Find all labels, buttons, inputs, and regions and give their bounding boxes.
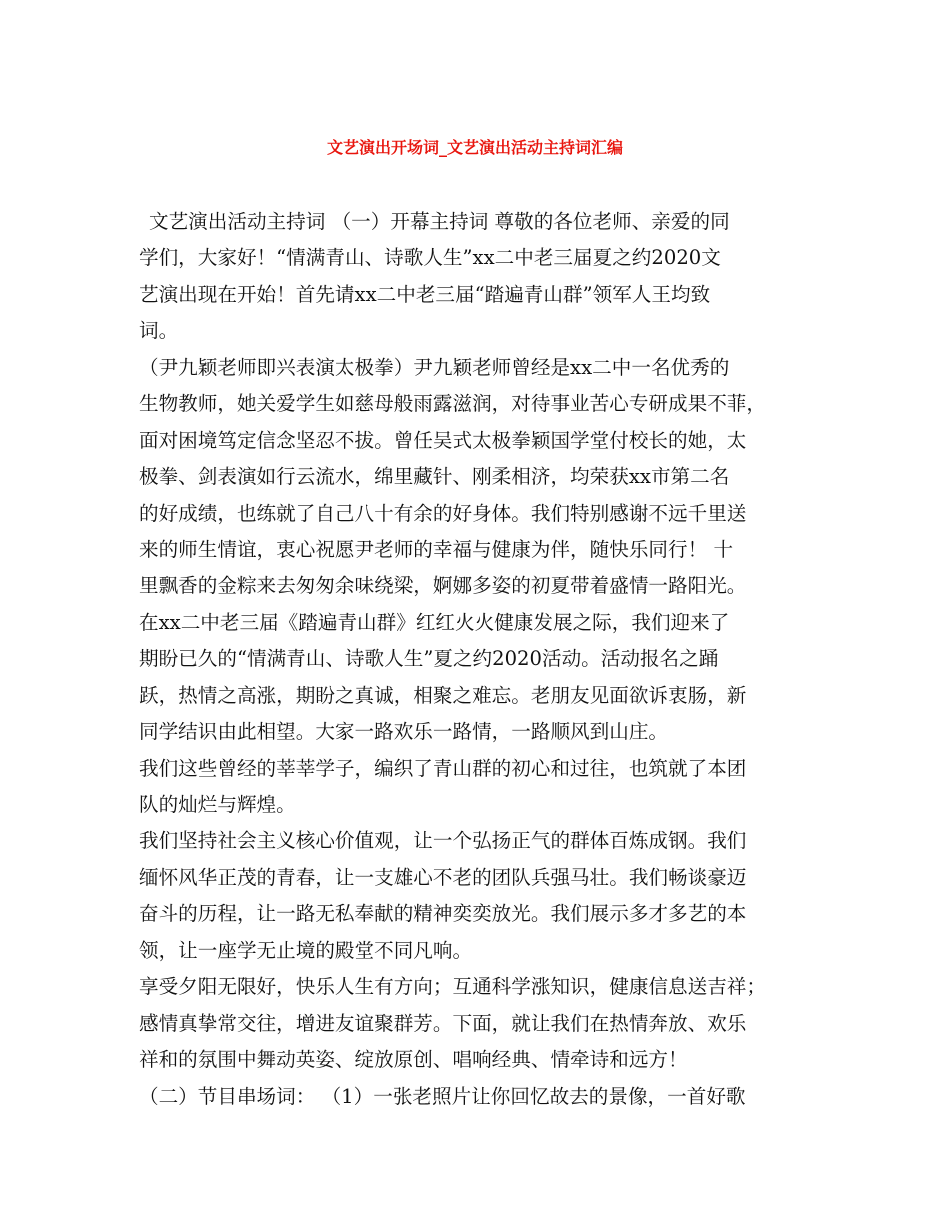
body-line: 里飘香的金粽来去匆匆余味绕梁，婀娜多姿的初夏带着盛情一路阳光。: [139, 574, 747, 598]
body-line: 文艺演出活动主持词 （一）开幕主持词 尊敬的各位老师、亲爱的同: [149, 210, 730, 233]
body-line: （尹九颖老师即兴表演太极拳）尹九颖老师曾经是xx二中一名优秀的: [139, 355, 730, 379]
body-line: 艺演出现在开始！首先请xx二中老三届“踏遍青山群”领军人王均致: [139, 282, 711, 306]
document-title: 文艺演出开场词_文艺演出活动主持词汇编: [326, 138, 623, 157]
body-line: 极拳、剑表演如行云流水，绵里藏针、刚柔相济，均荣获xx市第二名: [139, 465, 730, 489]
body-line: 跃，热情之高涨，期盼之真诚，相聚之难忘。老朋友见面欲诉衷肠，新: [139, 683, 747, 707]
body-line: 面对困境笃定信念坚忍不拔。曾任吴式太极拳颖国学堂付校长的她，太: [139, 428, 747, 452]
body-line: 享受夕阳无限好，快乐人生有方向；互通科学涨知识，健康信息送吉祥；: [139, 975, 766, 999]
body-line: 队的灿烂与辉煌。: [139, 793, 296, 816]
body-line: 的好成绩，也练就了自己八十有余的好身体。我们特别感谢不远千里送: [139, 501, 747, 525]
body-line: （二）节目串场词： （1）一张老照片让你回忆故去的景像，一首好歌: [139, 1084, 746, 1108]
body-line: 缅怀风华正茂的青春，让一支雄心不老的团队兵强马壮。我们畅谈豪迈: [139, 865, 747, 889]
body-line: 学们，大家好！“情满青山、诗歌人生”xx二中老三届夏之约2020文: [139, 246, 721, 270]
body-line: 我们这些曾经的莘莘学子，编织了青山群的初心和过往，也筑就了本团: [139, 756, 747, 780]
body-line: 祥和的氛围中舞动英姿、绽放原创、唱响经典、情牵诗和远方！: [139, 1048, 688, 1072]
body-line: 我们坚持社会主义核心价值观，让一个弘扬正气的群体百炼成钢。我们: [139, 829, 747, 853]
body-line: 在xx二中老三届《踏遍青山群》红红火火健康发展之际，我们迎来了: [139, 610, 730, 634]
body-line: 期盼已久的“情满青山、诗歌人生”夏之约2020活动。活动报名之踊: [139, 647, 719, 671]
body-line: 生物教师，她关爱学生如慈母般雨露滋润，对待事业苦心专研成果不菲，: [139, 392, 766, 416]
body-line: 同学结识由此相望。大家一路欢乐一路情，一路顺风到山庄。: [139, 720, 669, 744]
body-line: 来的师生情谊，衷心祝愿尹老师的幸福与健康为伴，随快乐同行！ 十: [139, 537, 734, 561]
body-line: 词。: [139, 319, 179, 343]
body-line: 感情真挚常交往，增进友谊聚群芳。下面，就让我们在热情奔放、欢乐: [139, 1011, 747, 1035]
body-line: 奋斗的历程，让一路无私奉献的精神奕奕放光。我们展示多才多艺的本: [139, 902, 747, 926]
document-body: [139, 204, 829, 1115]
body-line: 领，让一座学无止境的殿堂不同凡响。: [139, 938, 473, 962]
